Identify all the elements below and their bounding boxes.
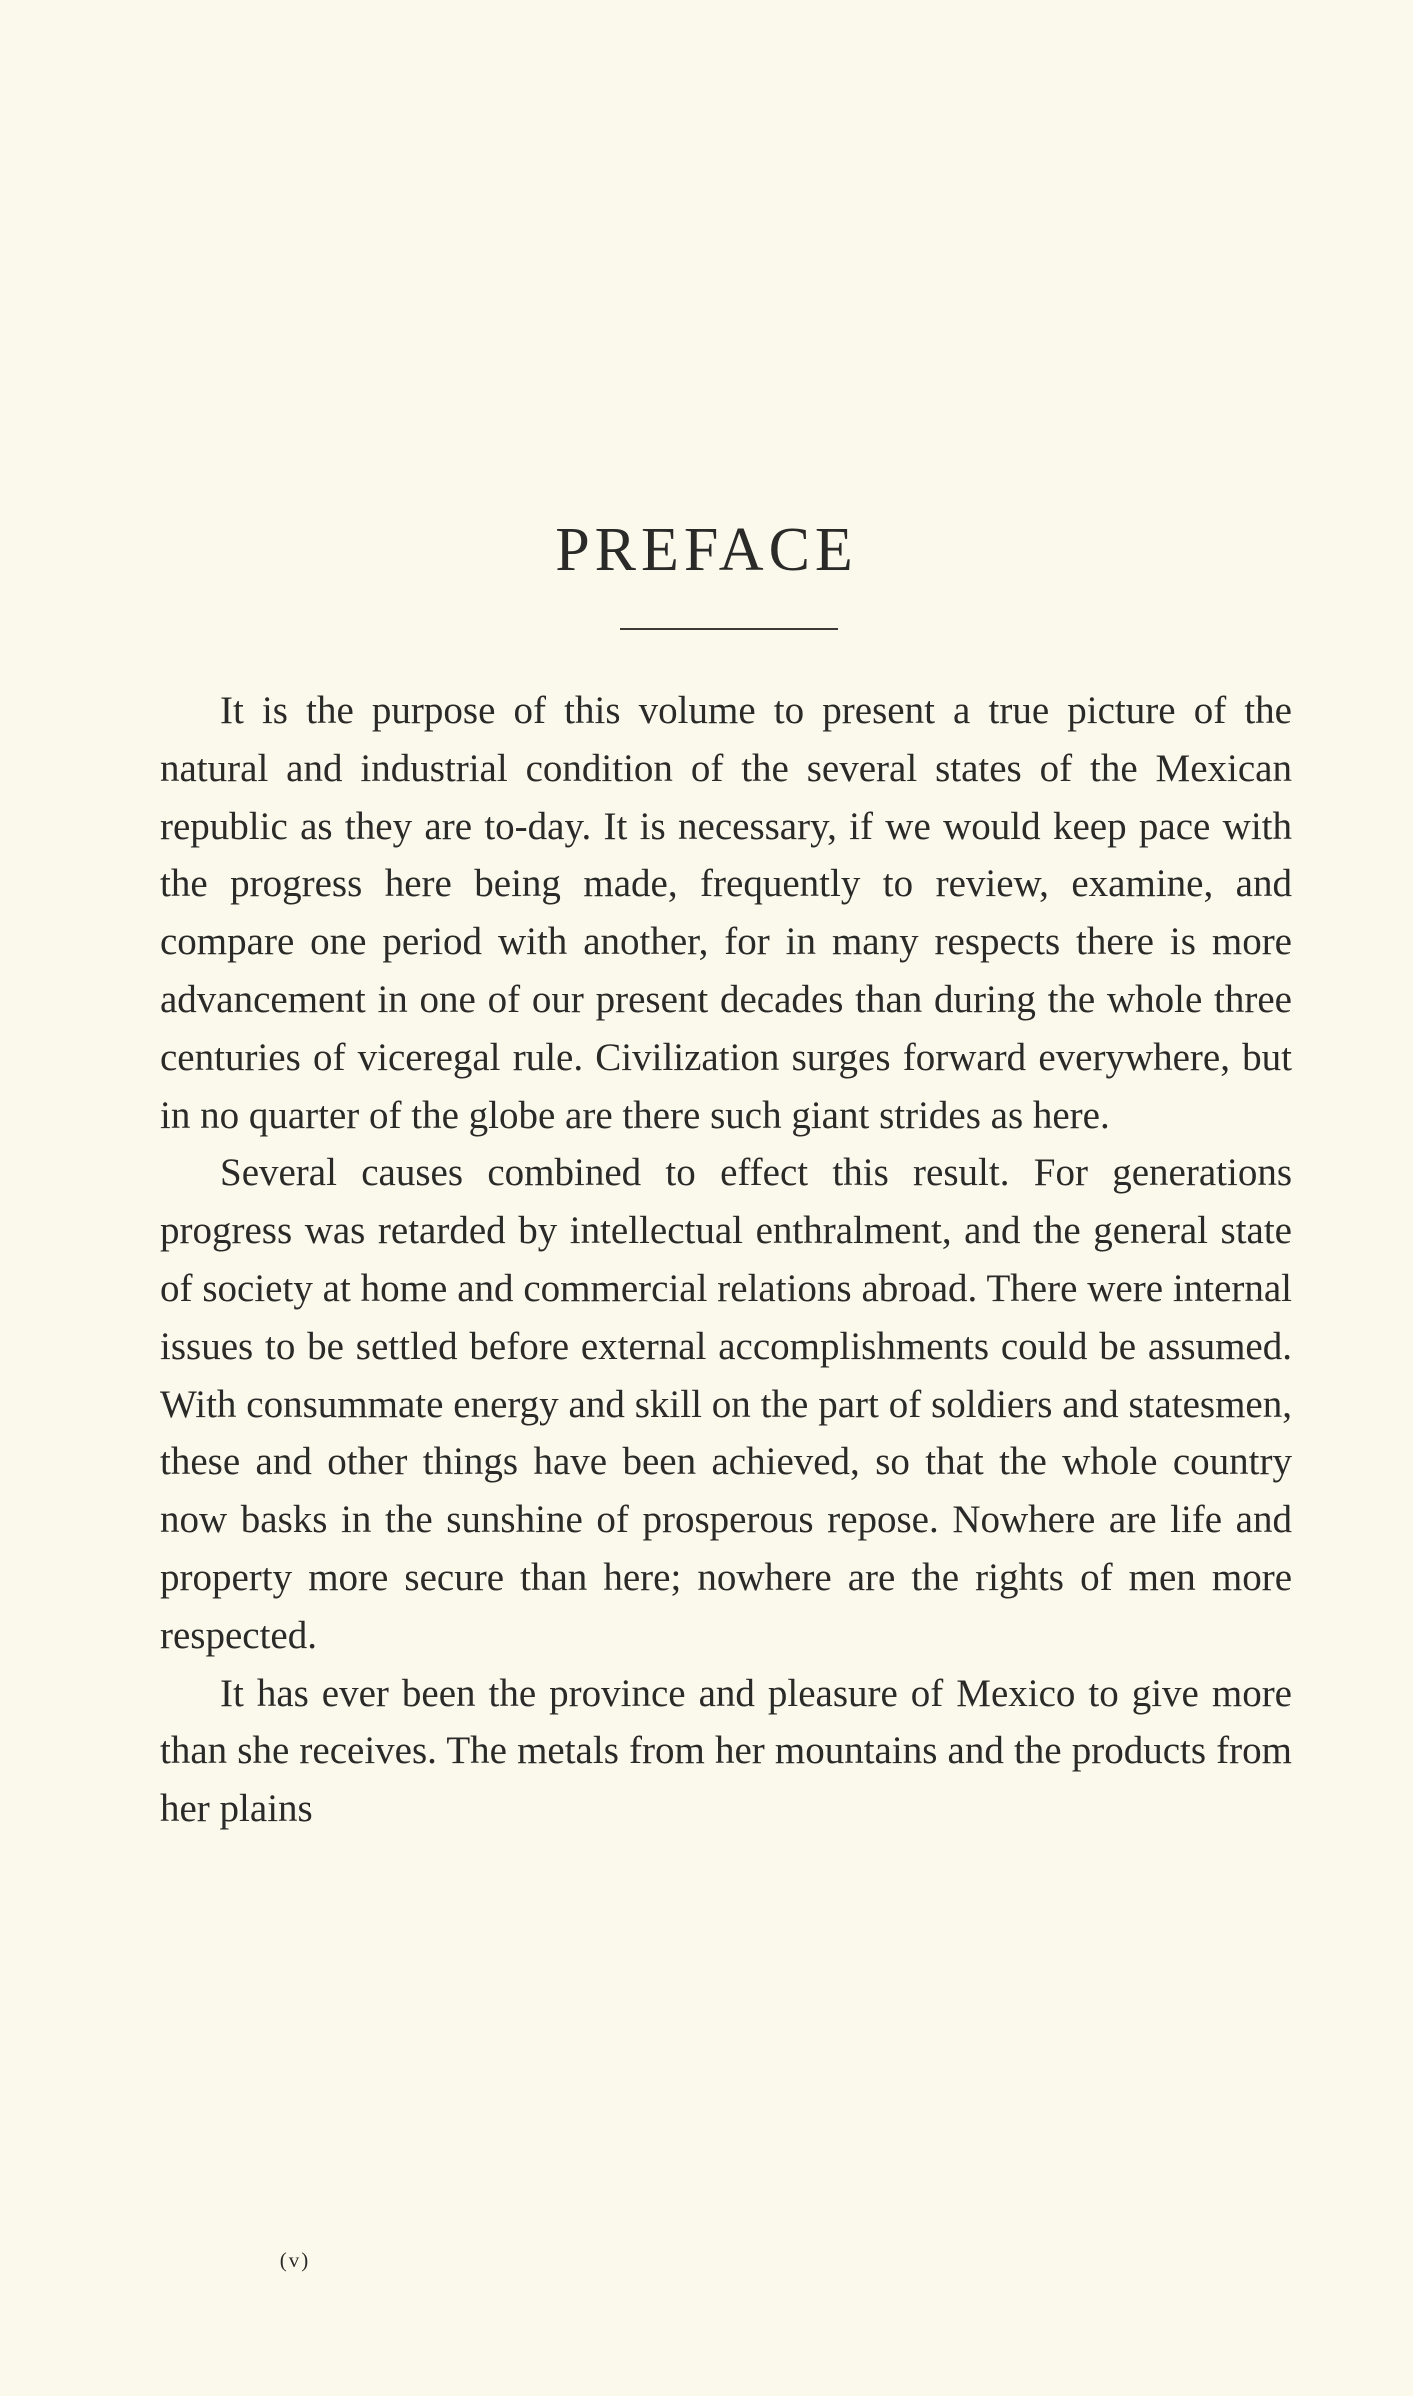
title-divider: [620, 628, 838, 630]
paragraph-1: It is the purpose of this volume to present a true picture of the natural and industrial condition of the several states of the Mexican republic as they are to-day. It is necessary, if we would keep pace with the progress here being made, frequently to review, examine, and compare one period with another, for in many respects there is more advancement in one of our present decades than during the whole three centuries of viceregal rule. Civilization surges forward everywhere, but in no quarter of the globe are there such giant strides as here.: [160, 689, 1292, 1137]
page-number: (v): [279, 2248, 311, 2272]
paragraph-2: Several causes combined to effect this result. For generations progress was retarded by intellectual enthralment, and the general state of society at home and commercial relations abroad. There were internal issues to be settled before external accomplishments could be assumed. With consummate energy and skill on the part of soldiers and statesmen, these and other things have been achieved, so that the whole country now basks in the sunshine of prosperous repose. Nowhere are life and property more secure than here; nowhere are the rights of men more respected.: [160, 1151, 1292, 1657]
page-title: PREFACE: [555, 516, 858, 584]
preface-body: [160, 682, 1292, 1838]
paragraph-3: It has ever been the province and pleasure of Mexico to give more than she receives. The metals from her mountains and the products from her plains: [160, 1671, 1292, 1831]
